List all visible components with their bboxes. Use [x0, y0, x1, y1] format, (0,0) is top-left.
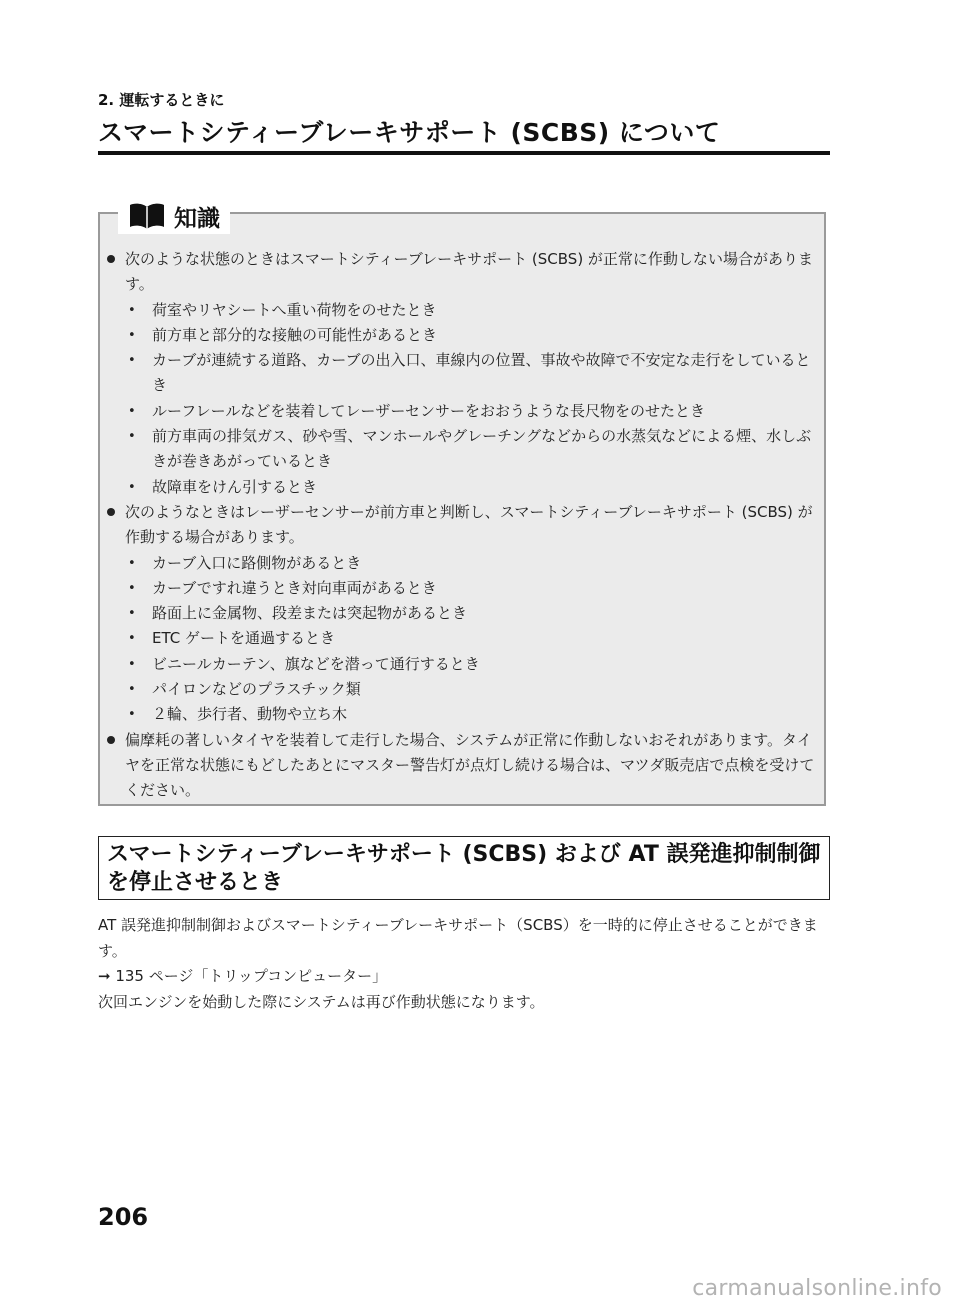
- knowledge-sub-item: • カーブですれ違うとき対向車両があるとき: [104, 576, 820, 601]
- knowledge-sub-item: • 前方車両の排気ガス、砂や雪、マンホールやグレーチングなどからの水蒸気などによる煙、水しぶきが巻きあがっているとき: [104, 424, 820, 475]
- knowledge-title: 知識: [174, 205, 220, 232]
- knowledge-box-header: [118, 198, 230, 234]
- knowledge-bullet: 偏摩耗の著しいタイヤを装着して走行した場合、システムが正常に作動しないおそれがあります。タイヤを正常な状態にもどしたあとにマスター警告灯が点灯し続ける場合は、マツダ販売店で点検を受けてください。: [104, 728, 820, 804]
- section-body: [98, 913, 832, 1015]
- body-paragraph: AT 誤発進抑制制御およびスマートシティーブレーキサポート（SCBS）を一時的に停止させることができます。: [98, 916, 818, 960]
- knowledge-sub-item: • パイロンなどのプラスチック類: [104, 677, 820, 702]
- watermark: carmanualsonline.info: [692, 1276, 942, 1301]
- knowledge-bullet: 次のようなときはレーザーセンサーが前方車と判断し、スマートシティーブレーキサポート (SCBS) が作動する場合があります。: [104, 500, 820, 551]
- knowledge-sub-item: • 故障車をけん引するとき: [104, 475, 820, 500]
- knowledge-bullet: 次のような状態のときはスマートシティーブレーキサポート (SCBS) が正常に作動しない場合があります。: [104, 247, 820, 298]
- knowledge-sub-item: • 前方車と部分的な接触の可能性があるとき: [104, 323, 820, 348]
- knowledge-sub-item: • カーブ入口に路側物があるとき: [104, 551, 820, 576]
- page-number: 206: [98, 1203, 149, 1231]
- knowledge-sub-item: • 荷室やリヤシートへ重い荷物をのせたとき: [104, 298, 820, 323]
- knowledge-body: [104, 247, 820, 804]
- knowledge-sub-item: • ルーフレールなどを装着してレーザーセンサーをおおうような長尺物をのせたとき: [104, 399, 820, 424]
- body-paragraph: 次回エンジンを始動した際にシステムは再び作動状態になります。: [98, 992, 545, 1011]
- cross-reference-link[interactable]: ➞ 135 ページ「トリップコンピューター」: [98, 967, 388, 985]
- section-heading-box: スマートシティーブレーキサポート (SCBS) および AT 誤発進抑制制御を停止させるとき: [98, 836, 830, 900]
- knowledge-sub-item: • 路面上に金属物、段差または突起物があるとき: [104, 601, 820, 626]
- knowledge-sub-item: • カーブが連続する道路、カーブの出入口、車線内の位置、事故や故障で不安定な走行をしているとき: [104, 348, 820, 399]
- knowledge-sub-item: • ビニールカーテン、旗などを潜って通行するとき: [104, 652, 820, 677]
- book-icon: [128, 201, 166, 231]
- knowledge-sub-item: • ETC ゲートを通過するとき: [104, 626, 820, 651]
- section-label: 2. 運転するときに: [98, 91, 225, 109]
- title-rule: [98, 151, 830, 155]
- knowledge-sub-item: • ２輪、歩行者、動物や立ち木: [104, 702, 820, 727]
- page-title: スマートシティーブレーキサポート (SCBS) について: [98, 118, 721, 147]
